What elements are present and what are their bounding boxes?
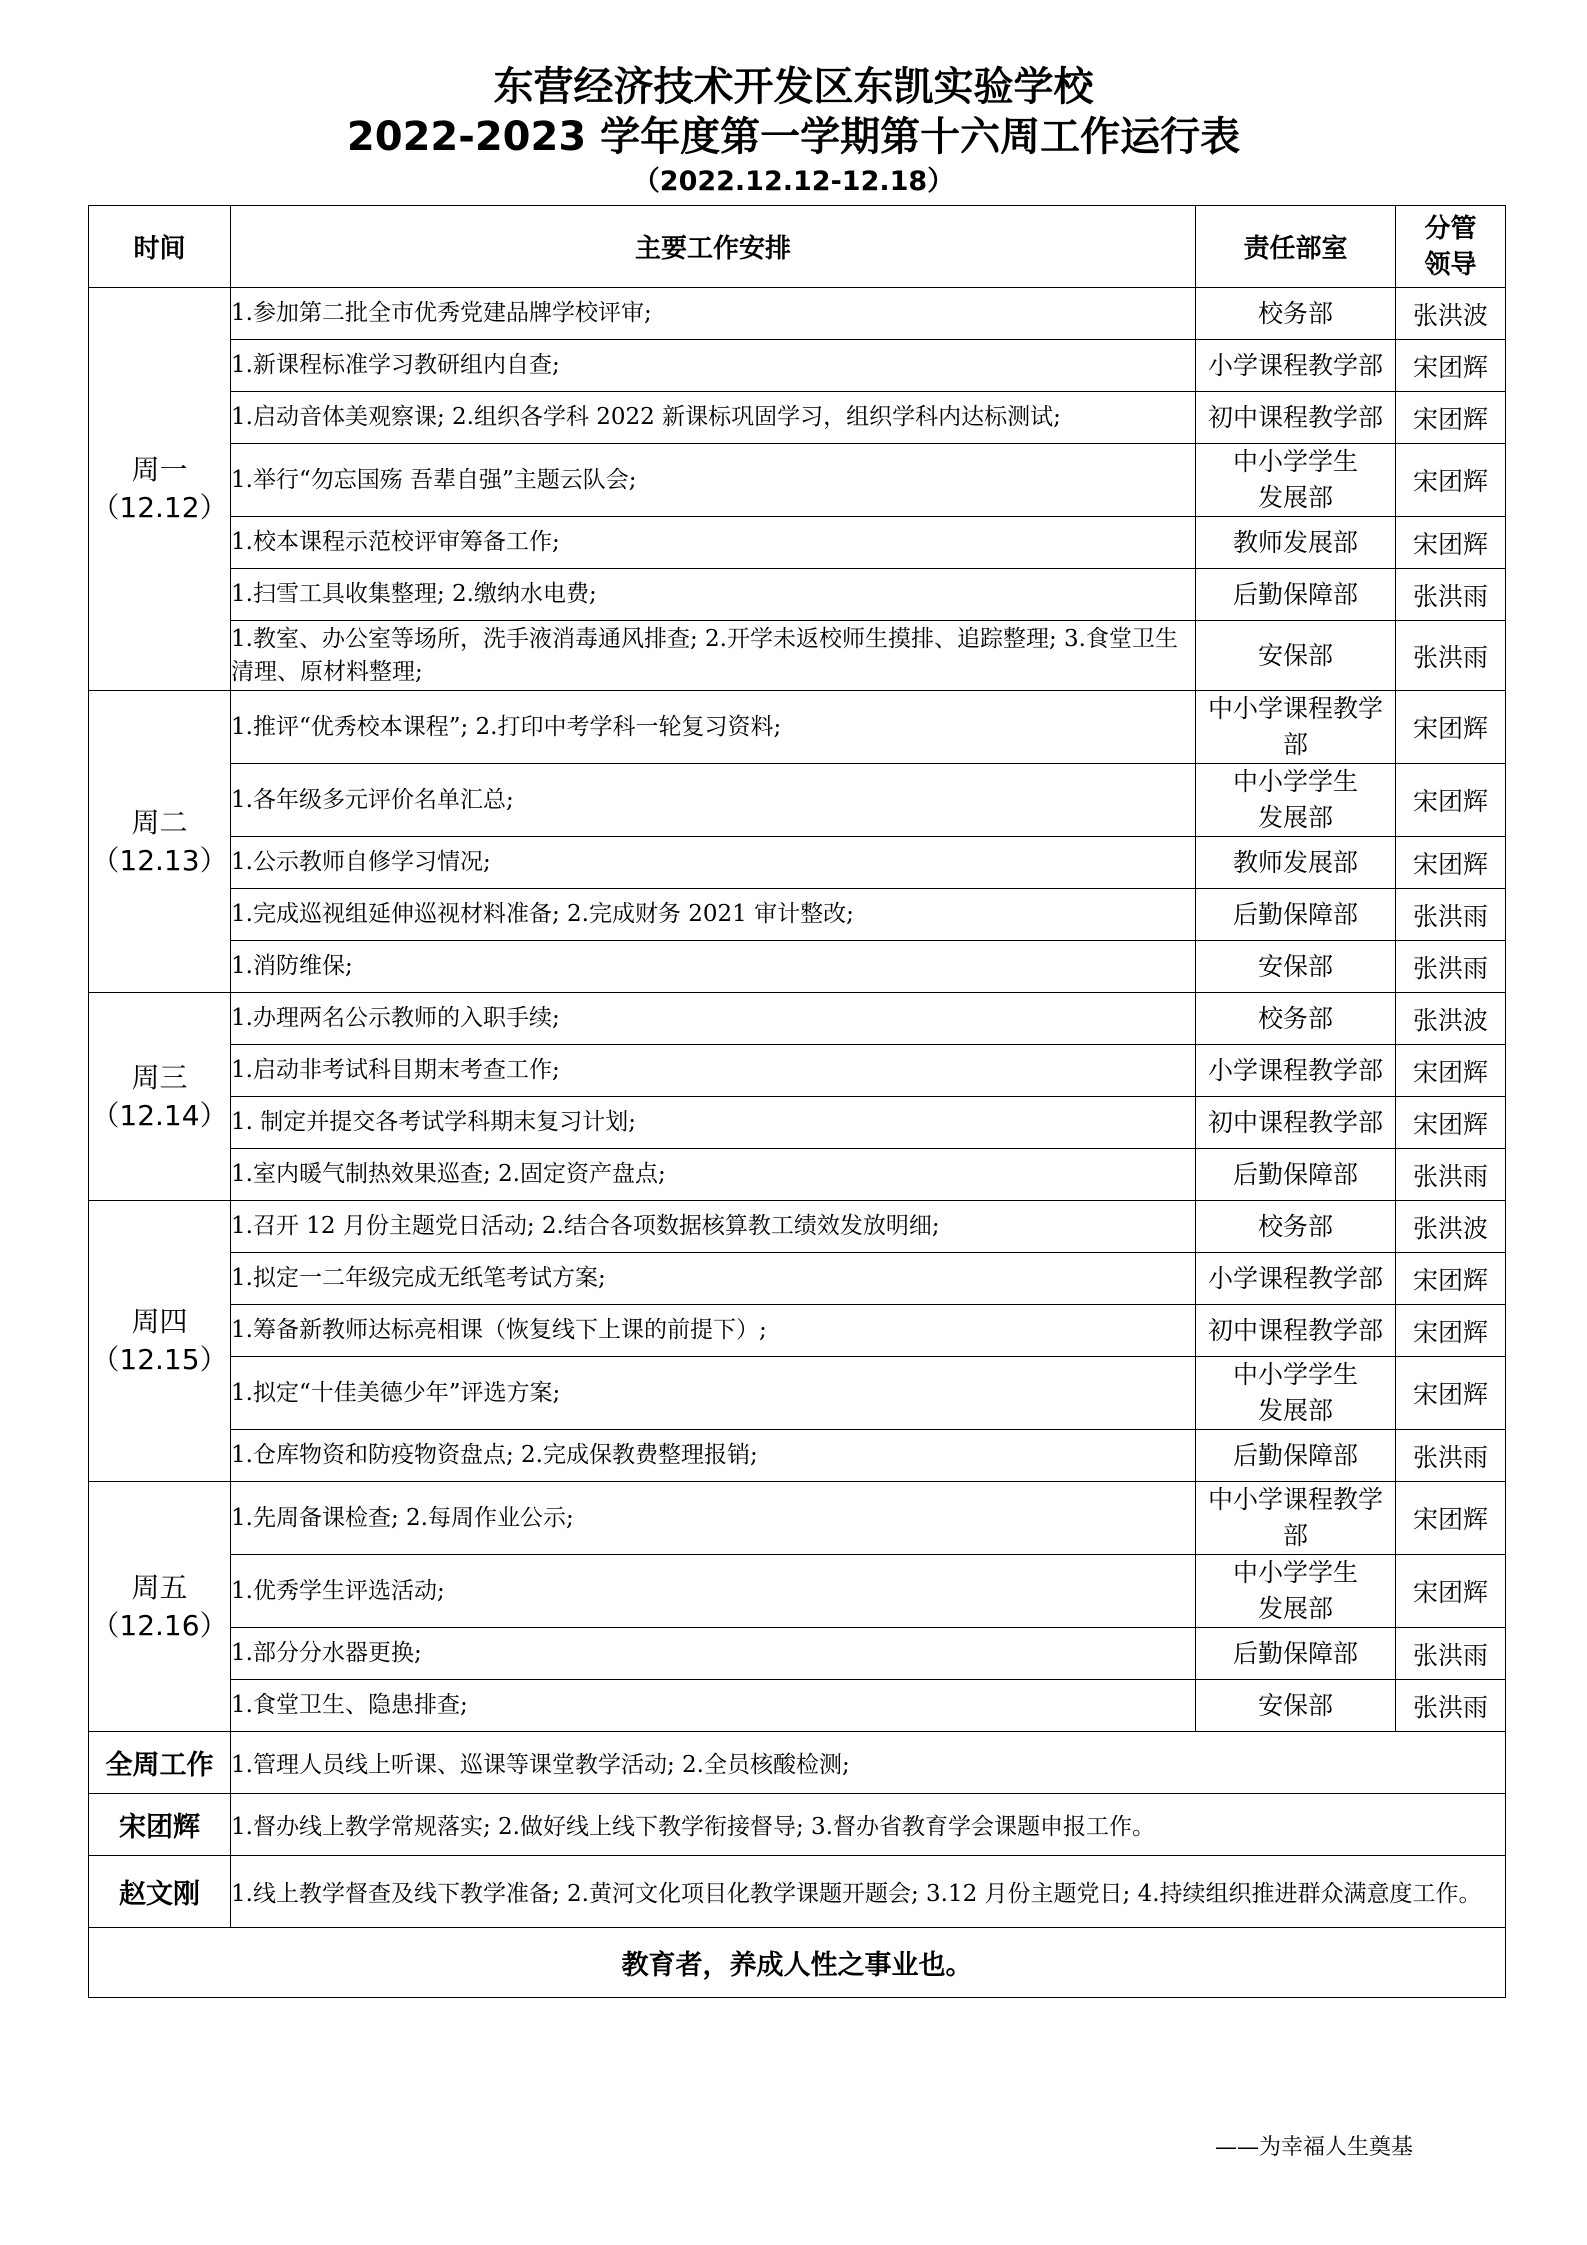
header-row — [89, 206, 1506, 288]
schedule-row — [89, 288, 1506, 340]
schedule-row — [89, 340, 1506, 392]
dept-cell — [1196, 889, 1396, 941]
dept-label: 小学课程教学部 — [1207, 1263, 1383, 1293]
task-cell: 1.先周备课检查; 2.每周作业公示; — [231, 1482, 1196, 1555]
dept-label: 教师发展部 — [1232, 527, 1358, 557]
task-cell: 1.公示教师自修学习情况; — [231, 837, 1196, 889]
task-cell: 1.各年级多元评价名单汇总; — [231, 764, 1196, 837]
summary-label: 宋团辉 — [89, 1794, 231, 1856]
task-cell: 1.部分分水器更换; — [231, 1628, 1196, 1680]
task-cell: 1.举行“勿忘国殇 吾辈自强”主题云队会; — [231, 444, 1196, 517]
day-cell — [89, 1482, 231, 1732]
schedule-row — [89, 517, 1506, 569]
dept-label: 中小学学生发展部 — [1232, 1360, 1358, 1425]
dept-cell — [1196, 941, 1396, 993]
dept-label: 安保部 — [1257, 1690, 1333, 1720]
summary-text: 1.管理人员线上听课、巡课等课堂教学活动; 2.全员核酸检测; — [231, 1732, 1506, 1794]
schedule-row — [89, 1305, 1506, 1357]
dept-cell — [1196, 569, 1396, 621]
day-name: 周二 — [131, 805, 188, 839]
task-cell: 1.仓库物资和防疫物资盘点; 2.完成保教费整理报销; — [231, 1430, 1196, 1482]
dept-label: 中小学课程教学部 — [1207, 1485, 1383, 1550]
dept-cell — [1196, 1149, 1396, 1201]
task-cell: 1.新课程标准学习教研组内自查; — [231, 340, 1196, 392]
dept-cell — [1196, 1357, 1396, 1430]
dept-label: 小学课程教学部 — [1207, 350, 1383, 380]
task-cell: 1.推评“优秀校本课程”; 2.打印中考学科一轮复习资料; — [231, 691, 1196, 764]
dept-cell — [1196, 1097, 1396, 1149]
dept-label: 安保部 — [1257, 951, 1333, 981]
dept-cell — [1196, 1555, 1396, 1628]
dept-cell — [1196, 764, 1396, 837]
dept-label: 后勤保障部 — [1232, 1638, 1358, 1668]
dept-cell — [1196, 691, 1396, 764]
leader-cell: 宋团辉 — [1396, 1555, 1506, 1628]
leader-cell: 张洪雨 — [1396, 569, 1506, 621]
summary-row — [89, 1856, 1506, 1928]
dept-label: 小学课程教学部 — [1207, 1055, 1383, 1085]
summary-text: 1.督办线上教学常规落实; 2.做好线上线下教学衔接督导; 3.督办省教育学会课题申报工作。 — [231, 1794, 1506, 1856]
summary-label: 全周工作 — [89, 1732, 231, 1794]
leader-cell: 张洪雨 — [1396, 889, 1506, 941]
time-header: 时间 — [89, 206, 231, 288]
schedule-row — [89, 1680, 1506, 1732]
dept-label: 中小学学生发展部 — [1232, 1558, 1358, 1623]
schedule-row — [89, 444, 1506, 517]
dept-cell — [1196, 1201, 1396, 1253]
schedule-row — [89, 837, 1506, 889]
task-cell: 1.消防维保; — [231, 941, 1196, 993]
leader-header-label: 分管领导 — [1424, 213, 1477, 280]
dept-cell — [1196, 1305, 1396, 1357]
leader-cell: 宋团辉 — [1396, 1097, 1506, 1149]
dept-label: 后勤保障部 — [1232, 899, 1358, 929]
leader-cell: 张洪雨 — [1396, 1680, 1506, 1732]
tasks-header: 主要工作安排 — [231, 206, 1196, 288]
leader-cell: 张洪雨 — [1396, 941, 1506, 993]
leader-cell: 宋团辉 — [1396, 392, 1506, 444]
leader-cell: 张洪波 — [1396, 993, 1506, 1045]
dept-cell — [1196, 392, 1396, 444]
leader-cell: 宋团辉 — [1396, 837, 1506, 889]
dept-cell — [1196, 1482, 1396, 1555]
dept-label: 校务部 — [1257, 1003, 1333, 1033]
schedule-row — [89, 1555, 1506, 1628]
dept-label: 后勤保障部 — [1232, 1440, 1358, 1470]
schedule-row — [89, 1430, 1506, 1482]
task-cell: 1.室内暖气制热效果巡查; 2.固定资产盘点; — [231, 1149, 1196, 1201]
task-cell: 1.拟定“十佳美德少年”评选方案; — [231, 1357, 1196, 1430]
leader-cell: 宋团辉 — [1396, 1305, 1506, 1357]
leader-cell: 宋团辉 — [1396, 764, 1506, 837]
schedule-row — [89, 1097, 1506, 1149]
dept-header: 责任部室 — [1196, 206, 1396, 288]
dept-label: 初中课程教学部 — [1207, 1107, 1383, 1137]
task-cell: 1.完成巡视组延伸巡视材料准备; 2.完成财务 2021 审计整改; — [231, 889, 1196, 941]
summary-row — [89, 1732, 1506, 1794]
dept-cell — [1196, 517, 1396, 569]
leader-cell: 张洪雨 — [1396, 1149, 1506, 1201]
footer-slogan: ——为幸福人生奠基 — [1215, 2135, 1414, 2160]
day-cell — [89, 691, 231, 993]
task-cell: 1.校本课程示范校评审筹备工作; — [231, 517, 1196, 569]
schedule-row — [89, 993, 1506, 1045]
leader-cell: 宋团辉 — [1396, 444, 1506, 517]
day-date: （12.15） — [91, 1343, 228, 1376]
schedule-row — [89, 1357, 1506, 1430]
dept-label: 后勤保障部 — [1232, 1159, 1358, 1189]
schedule-row — [89, 1045, 1506, 1097]
dept-cell — [1196, 444, 1396, 517]
day-date: （12.16） — [91, 1608, 228, 1642]
schedule-row — [89, 621, 1506, 691]
task-cell: 1.扫雪工具收集整理; 2.缴纳水电费; — [231, 569, 1196, 621]
task-cell: 1.拟定一二年级完成无纸笔考试方案; — [231, 1253, 1196, 1305]
day-cell — [89, 288, 231, 691]
summary-text: 1.线上教学督查及线下教学准备; 2.黄河文化项目化教学课题开题会; 3.12 月份主题党日; 4.持续组织推进群众满意度工作。 — [231, 1856, 1506, 1928]
task-cell: 1.召开 12 月份主题党日活动; 2.结合各项数据核算教工绩效发放明细; — [231, 1201, 1196, 1253]
dept-label: 教师发展部 — [1232, 847, 1358, 877]
schedule-row — [89, 889, 1506, 941]
schedule-row — [89, 1482, 1506, 1555]
schedule-row — [89, 392, 1506, 444]
day-date: （12.14） — [91, 1098, 228, 1132]
dept-cell — [1196, 621, 1396, 691]
schedule-row — [89, 1628, 1506, 1680]
task-cell: 1.筹备新教师达标亮相课（恢复线下上课的前提下）; — [231, 1305, 1196, 1357]
day-cell — [89, 1201, 231, 1482]
leader-cell: 张洪波 — [1396, 288, 1506, 340]
task-cell: 1.优秀学生评选活动; — [231, 1555, 1196, 1628]
dept-cell — [1196, 340, 1396, 392]
motto: 教育者，养成人性之事业也。 — [89, 1928, 1506, 1998]
task-cell: 1.办理两名公示教师的入职手续; — [231, 993, 1196, 1045]
dept-label: 初中课程教学部 — [1207, 402, 1383, 432]
leader-header — [1396, 206, 1506, 288]
day-name: 周三 — [131, 1060, 188, 1094]
summary-row — [89, 1794, 1506, 1856]
dept-label: 中小学课程教学部 — [1207, 694, 1383, 759]
dept-cell — [1196, 1045, 1396, 1097]
schedule-row — [89, 1201, 1506, 1253]
dept-cell — [1196, 1628, 1396, 1680]
leader-cell: 宋团辉 — [1396, 691, 1506, 764]
date-range: （2022.12.12-12.18） — [632, 166, 955, 197]
title-block — [0, 62, 1587, 202]
summary-label: 赵文刚 — [89, 1856, 231, 1928]
schedule-row — [89, 764, 1506, 837]
dept-cell — [1196, 1430, 1396, 1482]
dept-label: 中小学学生发展部 — [1232, 447, 1358, 512]
task-cell: 1. 制定并提交各考试学科期末复习计划; — [231, 1097, 1196, 1149]
schedule-title: 2022-2023 学年度第一学期第十六周工作运行表 — [346, 114, 1241, 160]
dept-label: 校务部 — [1257, 298, 1333, 328]
task-cell: 1.启动音体美观察课; 2.组织各学科 2022 新课标巩固学习，组织学科内达标测试; — [231, 392, 1196, 444]
leader-cell: 张洪雨 — [1396, 621, 1506, 691]
dept-cell — [1196, 1680, 1396, 1732]
leader-cell: 宋团辉 — [1396, 1045, 1506, 1097]
motto-row — [89, 1928, 1506, 1998]
schedule-table — [88, 205, 1506, 1998]
school-title: 东营经济技术开发区东凯实验学校 — [493, 64, 1094, 110]
task-cell: 1.参加第二批全市优秀党建品牌学校评审; — [231, 288, 1196, 340]
dept-cell — [1196, 837, 1396, 889]
day-name: 周四 — [131, 1305, 188, 1338]
task-cell: 1.教室、办公室等场所，洗手液消毒通风排查; 2.开学未返校师生摸排、追踪整理; 3.食堂卫生清理、原材料整理; — [231, 621, 1196, 691]
day-cell — [89, 993, 231, 1201]
task-cell: 1.食堂卫生、隐患排查; — [231, 1680, 1196, 1732]
dept-label: 安保部 — [1257, 640, 1333, 670]
leader-cell: 宋团辉 — [1396, 1482, 1506, 1555]
dept-cell — [1196, 288, 1396, 340]
day-date: （12.13） — [91, 843, 228, 877]
leader-cell: 宋团辉 — [1396, 1253, 1506, 1305]
dept-cell — [1196, 1253, 1396, 1305]
task-cell: 1.启动非考试科目期末考查工作; — [231, 1045, 1196, 1097]
schedule-row — [89, 569, 1506, 621]
leader-cell: 张洪雨 — [1396, 1430, 1506, 1482]
day-date: （12.12） — [91, 491, 228, 524]
leader-cell: 张洪波 — [1396, 1201, 1506, 1253]
leader-cell: 宋团辉 — [1396, 517, 1506, 569]
schedule-row — [89, 941, 1506, 993]
dept-label: 初中课程教学部 — [1207, 1315, 1383, 1345]
day-name: 周五 — [131, 1570, 188, 1604]
dept-cell — [1196, 993, 1396, 1045]
schedule-row — [89, 1253, 1506, 1305]
schedule-row — [89, 691, 1506, 764]
dept-label: 后勤保障部 — [1232, 579, 1358, 609]
dept-label: 校务部 — [1257, 1211, 1333, 1241]
dept-label: 中小学学生发展部 — [1232, 767, 1358, 832]
leader-cell: 宋团辉 — [1396, 340, 1506, 392]
leader-cell: 张洪雨 — [1396, 1628, 1506, 1680]
day-name: 周一 — [131, 453, 188, 486]
leader-cell: 宋团辉 — [1396, 1357, 1506, 1430]
schedule-row — [89, 1149, 1506, 1201]
